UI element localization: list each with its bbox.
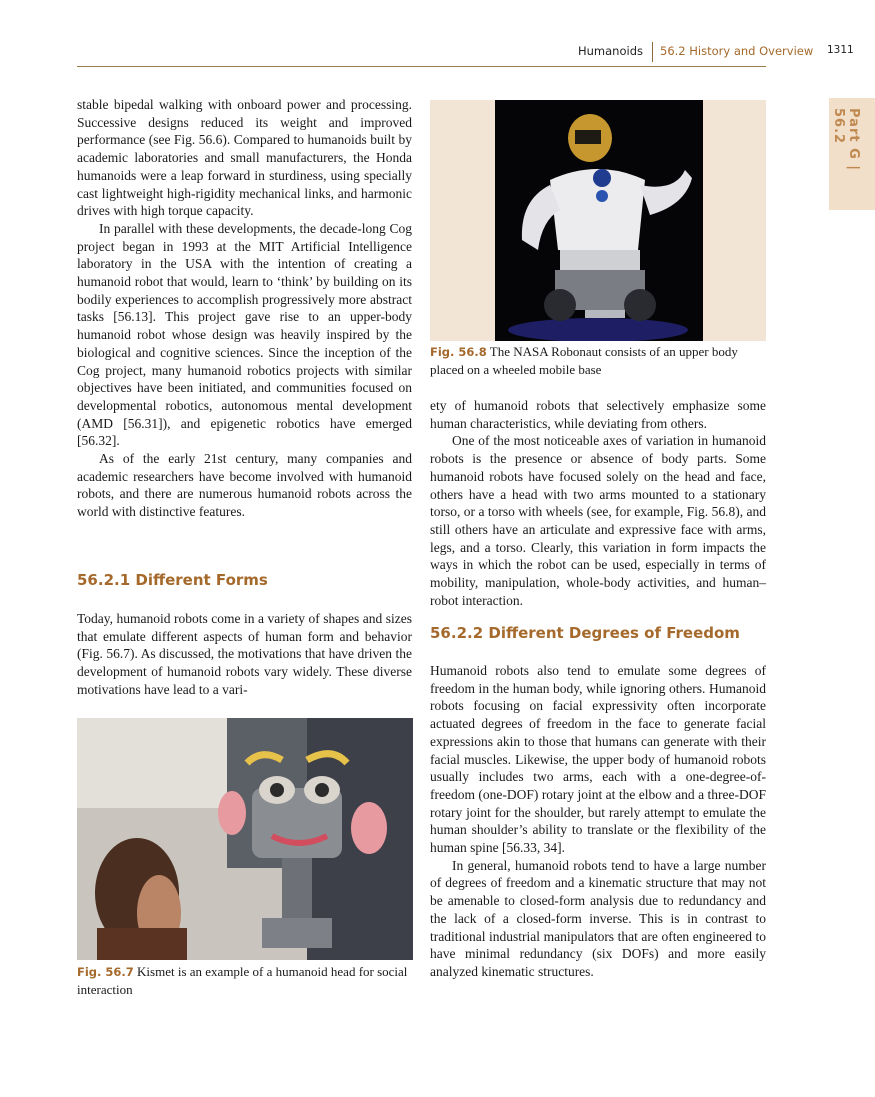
figure-56-7-text: Kismet is an example of a humanoid head for social interaction (77, 964, 408, 997)
page-number: 1311 (827, 44, 854, 56)
section-heading-56-2-1: 56.2.1 Different Forms (77, 571, 268, 589)
left-paragraph-1: stable bipedal walking with onboard power and processing. Successive designs reduced its weight and improved performance (see Fig. 56.6). Compared to humanoids built by academic laboratories and small manufacturers, the Honda humanoids were a leap forward in sturdiness, using specially cast lightweight high-rigidity mechanical links, and harmonic drives with high torque capacity. (77, 97, 412, 219)
right-paragraph-4: In general, humanoid robots tend to have a large number of degrees of freedom and a kinematic structure that may not be amenable to closed-form analysis due to redundancy and the lack of a closed-form inverse. This is in contrast to traditional industrial manipulators that are often engineered to have minimal redundancy (six DOFs) and more easily analyzed kinematic structures. (430, 857, 766, 979)
left-paragraph-2: In parallel with these developments, the decade-long Cog project began in 1993 at the MIT Artificial Intelligence laboratory in the USA with the intention of creating a humanoid robot that would, learn to ‘think’ by building on its bodily experiences to accomplish progressively more abstract tasks [56.13]. This project gave rise to an upper-body humanoid robot whose design was heavily inspired by the biological and cognitive sciences. Since the inception of the Cog project, many humanoid robotics projects with similar objectives have been initiated, and communities focused on developmental robotics, autonomous mental development (AMD [56.31]), and epigenetic robotics have emerged [56.32]. (77, 220, 412, 449)
right-paragraph-3: Humanoid robots also tend to emulate some degrees of freedom in the human body, while ignoring others. Humanoid robots focusing on facial expressivity often incorporate actuated degrees of freedom in the face to generate facial expressions akin to those that humans can generate with their facial muscles. Likewise, the upper body of humanoid robots usually includes two arms, each with a one-degree-of-freedom (one-DOF) rotary joint at the elbow and a three-DOF rotary joint for the shoulder, but rarely attempt to emulate the human shoulder’s ability to translate or the flexibility of the human spine [56.33, 34]. (430, 663, 766, 856)
right-column (430, 397, 766, 609)
header-separator (652, 42, 653, 62)
figure-robonaut (430, 100, 766, 341)
right-paragraph-1: ety of humanoid robots that selectively emphasize some human characteristics, while deviating from others. (430, 398, 766, 431)
side-tab (829, 98, 875, 210)
kismet-photo (77, 718, 413, 960)
robonaut-photo (430, 100, 766, 341)
header-rule (77, 66, 766, 67)
running-header (0, 44, 875, 64)
left-paragraph-3: As of the early 21st century, many companies and academic researchers have become involved with humanoid robots, and there are numerous humanoid robots across the world with distinctive features. (77, 451, 412, 520)
figure-56-8-caption (430, 343, 766, 378)
chapter-title: Humanoids (578, 44, 643, 58)
right-paragraph-2: One of the most noticeable axes of variation in humanoid robots is the presence or absence of body parts. Some humanoid robots have focused solely on the head and face, others have a head with two arms mounted to a stationary torso, or a torso with wheels (see, for example, Fig. 56.8), and still others have an articulate and expressive face with arms, legs, and a torso. Clearly, this variation in form impacts the ways in which the robot can be used, especially in terms of mobility, manipulation, whole-body activities, and human–robot interaction. (430, 433, 766, 608)
figure-56-8-text: The NASA Robonaut consists of an upper body placed on a wheeled mobile base (430, 344, 738, 377)
left-paragraph-4: Today, humanoid robots come in a variety of shapes and sizes that emulate different aspects of human form and behavior (Fig. 56.7). As discussed, the motivations that have driven the development of humanoid robots vary widely. These diverse motivations have lead to a vari- (77, 611, 412, 697)
figure-56-7-label: Fig. 56.7 (77, 965, 134, 979)
section-title: 56.2 History and Overview (660, 44, 814, 58)
left-column (77, 96, 412, 521)
figure-56-8-label: Fig. 56.8 (430, 345, 487, 359)
section-heading-56-2-2: 56.2.2 Different Degrees of Freedom (430, 624, 740, 642)
left-column-lower (77, 610, 412, 699)
right-column-lower (430, 662, 766, 981)
side-tab-label: Part G | 56.2 (831, 108, 861, 172)
figure-56-7-caption (77, 963, 413, 998)
figure-kismet (77, 718, 413, 960)
